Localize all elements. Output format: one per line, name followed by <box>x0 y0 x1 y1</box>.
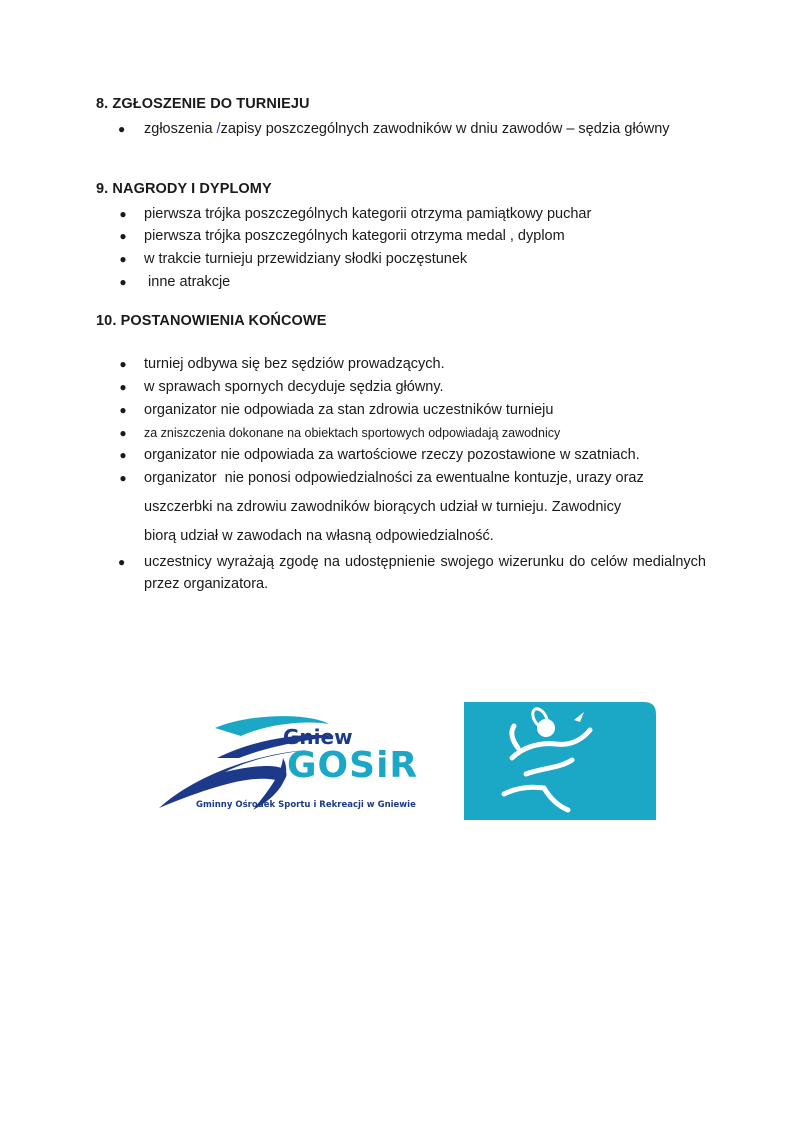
bullet-icon: ● <box>118 122 126 136</box>
list-item-text: w sprawach spornych decyduje sędzia główny. <box>144 379 444 395</box>
list-item-text: turniej odbywa się bez sędziów prowadzących. <box>144 356 445 372</box>
list-item-text-pre: zgłoszenia <box>144 121 217 137</box>
list-item <box>118 444 706 466</box>
bullet-icon: ● <box>119 207 127 221</box>
list-item <box>118 271 706 293</box>
bullet-icon: ● <box>119 229 127 243</box>
section-9-heading: 9. NAGRODY I DYPLOMY <box>96 181 272 197</box>
list-item <box>118 118 706 140</box>
logo-city: Gniew <box>283 725 353 749</box>
list-item-text: pierwsza trójka poszczególnych kategorii otrzyma pamiątkowy puchar <box>144 206 592 222</box>
list-item <box>118 225 706 247</box>
bullet-icon: ● <box>119 448 127 462</box>
bullet-icon: ● <box>119 403 127 417</box>
logo-name: GOSiR <box>287 745 419 786</box>
list-item <box>118 376 706 398</box>
badminton-player-icon <box>464 702 656 820</box>
list-item-text-post: zapisy poszczególnych zawodników w dniu zawodów – sędzia główny <box>220 121 670 137</box>
bullet-icon: ● <box>119 426 127 440</box>
bullet-icon: ● <box>119 252 127 266</box>
bullet-icon: ● <box>118 555 126 569</box>
logo-subtitle: Gminny Ośrodek Sportu i Rekreacji w Gniewie <box>196 800 416 810</box>
section-10-heading: 10. POSTANOWIENIA KOŃCOWE <box>96 313 327 329</box>
list-item <box>118 551 706 595</box>
bullet-icon: ● <box>119 275 127 289</box>
list-item-text: organizator nie odpowiada za stan zdrowia uczestników turnieju <box>144 402 554 418</box>
section-8-heading: 8. ZGŁOSZENIE DO TURNIEJU <box>96 96 310 112</box>
list-item-text: inne atrakcje <box>144 274 231 290</box>
slash-char: / <box>216 121 221 137</box>
list-item-text: uczestnicy wyrażają zgodę na udostępnienie swojego wizerunku do celów medialnych przez organizatora. <box>144 554 706 592</box>
bullet-icon: ● <box>119 380 127 394</box>
bullet-icon: ● <box>119 471 127 485</box>
list-item <box>118 353 706 375</box>
list-item <box>118 422 706 444</box>
list-item-text: organizator nie odpowiada za wartościowe rzeczy pozostawione w szatniach. <box>144 447 640 463</box>
list-item-text: za zniszczenia dokonane na obiektach sportowych odpowiadają zawodnicy <box>144 426 561 440</box>
list-item <box>118 203 706 225</box>
list-item-text: organizator nie ponosi odpowiedzialności za ewentualne kontuzje, urazy oraz <box>144 470 644 486</box>
list-item <box>118 399 706 421</box>
list-item-text: w trakcie turnieju przewidziany słodki poczęstunek <box>144 251 468 267</box>
list-item <box>118 467 706 547</box>
list-item-text-continued: uszczerbki na zdrowiu zawodników biorących udział w turnieju. Zawodnicy <box>144 499 622 515</box>
bullet-icon: ● <box>119 357 127 371</box>
list-item-text: pierwsza trójka poszczególnych kategorii otrzyma medal , dyplom <box>144 228 565 244</box>
list-item <box>118 248 706 270</box>
list-item-text-continued: biorą udział w zawodach na własną odpowiedzialność. <box>144 528 494 544</box>
